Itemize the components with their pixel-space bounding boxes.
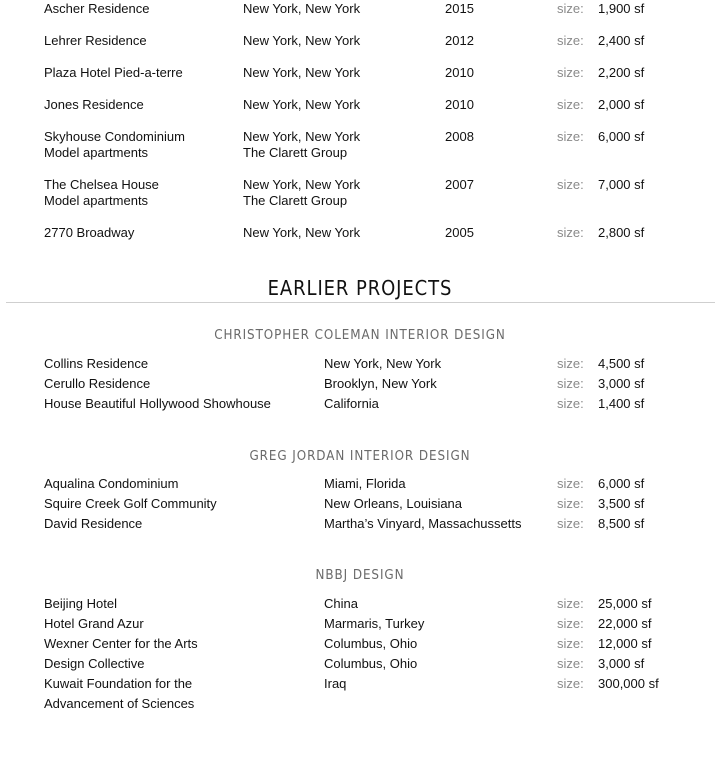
project-name: Hotel Grand Azur bbox=[44, 616, 144, 631]
project-size: 4,500 sf bbox=[598, 356, 645, 371]
firm-heading: NBBJ DESIGN bbox=[315, 568, 405, 583]
project-size: 2,800 sf bbox=[598, 225, 645, 240]
project-name: Kuwait Foundation for the bbox=[44, 676, 193, 691]
project-size: 300,000 sf bbox=[598, 676, 659, 691]
size-label: size: bbox=[557, 225, 584, 240]
project-location: New York, New York bbox=[243, 33, 361, 48]
size-label: size: bbox=[557, 476, 584, 491]
size-label: size: bbox=[557, 376, 584, 391]
project-name: Wexner Center for the Arts bbox=[44, 636, 198, 651]
project-location: New York, New York bbox=[243, 177, 361, 192]
project-name: Cerullo Residence bbox=[44, 376, 151, 391]
project-client: The Clarett Group bbox=[243, 145, 348, 160]
project-name: Beijing Hotel bbox=[44, 596, 117, 611]
project-year: 2007 bbox=[445, 177, 474, 192]
project-location: New York, New York bbox=[324, 356, 442, 371]
project-name: Plaza Hotel Pied-a-terre bbox=[44, 65, 183, 80]
project-size: 3,000 sf bbox=[598, 656, 645, 671]
size-label: size: bbox=[557, 97, 584, 112]
project-location: Brooklyn, New York bbox=[324, 376, 437, 391]
project-location: Marmaris, Turkey bbox=[324, 616, 425, 631]
project-location: Columbus, Ohio bbox=[324, 656, 418, 671]
size-label: size: bbox=[557, 1, 584, 16]
project-location: New York, New York bbox=[243, 97, 361, 112]
project-size: 6,000 sf bbox=[598, 476, 645, 491]
size-label: size: bbox=[557, 616, 584, 631]
project-location: Martha’s Vinyard, Massachussetts bbox=[324, 516, 522, 531]
project-size: 2,400 sf bbox=[598, 33, 645, 48]
project-location: China bbox=[324, 596, 358, 611]
project-name: Jones Residence bbox=[44, 97, 144, 112]
firm-heading: CHRISTOPHER COLEMAN INTERIOR DESIGN bbox=[214, 328, 506, 343]
project-client: The Clarett Group bbox=[243, 193, 348, 208]
project-name: David Residence bbox=[44, 516, 143, 531]
project-size: 2,000 sf bbox=[598, 97, 645, 112]
size-label: size: bbox=[557, 636, 584, 651]
project-size: 22,000 sf bbox=[598, 616, 652, 631]
project-size: 2,200 sf bbox=[598, 65, 645, 80]
project-year: 2010 bbox=[445, 65, 474, 80]
project-name: Lehrer Residence bbox=[44, 33, 147, 48]
section-divider bbox=[6, 302, 715, 303]
size-label: size: bbox=[557, 496, 584, 511]
project-location: New York, New York bbox=[243, 65, 361, 80]
project-size: 25,000 sf bbox=[598, 596, 652, 611]
earlier-projects-heading: EARLIER PROJECTS bbox=[267, 276, 453, 300]
project-size: 12,000 sf bbox=[598, 636, 652, 651]
size-label: size: bbox=[557, 65, 584, 80]
project-location: Iraq bbox=[324, 676, 347, 691]
project-subtitle: Model apartments bbox=[44, 145, 149, 160]
project-size: 1,400 sf bbox=[598, 396, 645, 411]
project-year: 2005 bbox=[445, 225, 474, 240]
firm-heading: GREG JORDAN INTERIOR DESIGN bbox=[249, 449, 471, 464]
project-name: House Beautiful Hollywood Showhouse bbox=[44, 396, 271, 411]
project-size: 3,000 sf bbox=[598, 376, 645, 391]
project-year: 2015 bbox=[445, 1, 474, 16]
project-location: Columbus, Ohio bbox=[324, 636, 418, 651]
project-location: New York, New York bbox=[243, 129, 361, 144]
project-year: 2010 bbox=[445, 97, 474, 112]
project-location: New Orleans, Louisiana bbox=[324, 496, 463, 511]
project-size: 6,000 sf bbox=[598, 129, 645, 144]
project-size: 1,900 sf bbox=[598, 1, 645, 16]
size-label: size: bbox=[557, 129, 584, 144]
project-size: 7,000 sf bbox=[598, 177, 645, 192]
project-name-continued: Advancement of Sciences bbox=[44, 696, 195, 711]
project-size: 3,500 sf bbox=[598, 496, 645, 511]
size-label: size: bbox=[557, 356, 584, 371]
project-location: New York, New York bbox=[243, 225, 361, 240]
project-name: The Chelsea House bbox=[44, 177, 159, 192]
project-name: Squire Creek Golf Community bbox=[44, 496, 217, 511]
project-location: California bbox=[324, 396, 379, 411]
size-label: size: bbox=[557, 656, 584, 671]
project-name: Ascher Residence bbox=[44, 1, 150, 16]
project-name: Skyhouse Condominium bbox=[44, 129, 185, 144]
size-label: size: bbox=[557, 596, 584, 611]
project-name: Aqualina Condominium bbox=[44, 476, 179, 491]
project-size: 8,500 sf bbox=[598, 516, 645, 531]
project-location: Miami, Florida bbox=[324, 476, 406, 491]
project-name: 2770 Broadway bbox=[44, 225, 135, 240]
size-label: size: bbox=[557, 516, 584, 531]
project-year: 2008 bbox=[445, 129, 474, 144]
project-name: Collins Residence bbox=[44, 356, 149, 371]
project-subtitle: Model apartments bbox=[44, 193, 149, 208]
project-location: New York, New York bbox=[243, 1, 361, 16]
size-label: size: bbox=[557, 396, 584, 411]
project-name: Design Collective bbox=[44, 656, 145, 671]
project-year: 2012 bbox=[445, 33, 474, 48]
size-label: size: bbox=[557, 33, 584, 48]
size-label: size: bbox=[557, 676, 584, 691]
size-label: size: bbox=[557, 177, 584, 192]
